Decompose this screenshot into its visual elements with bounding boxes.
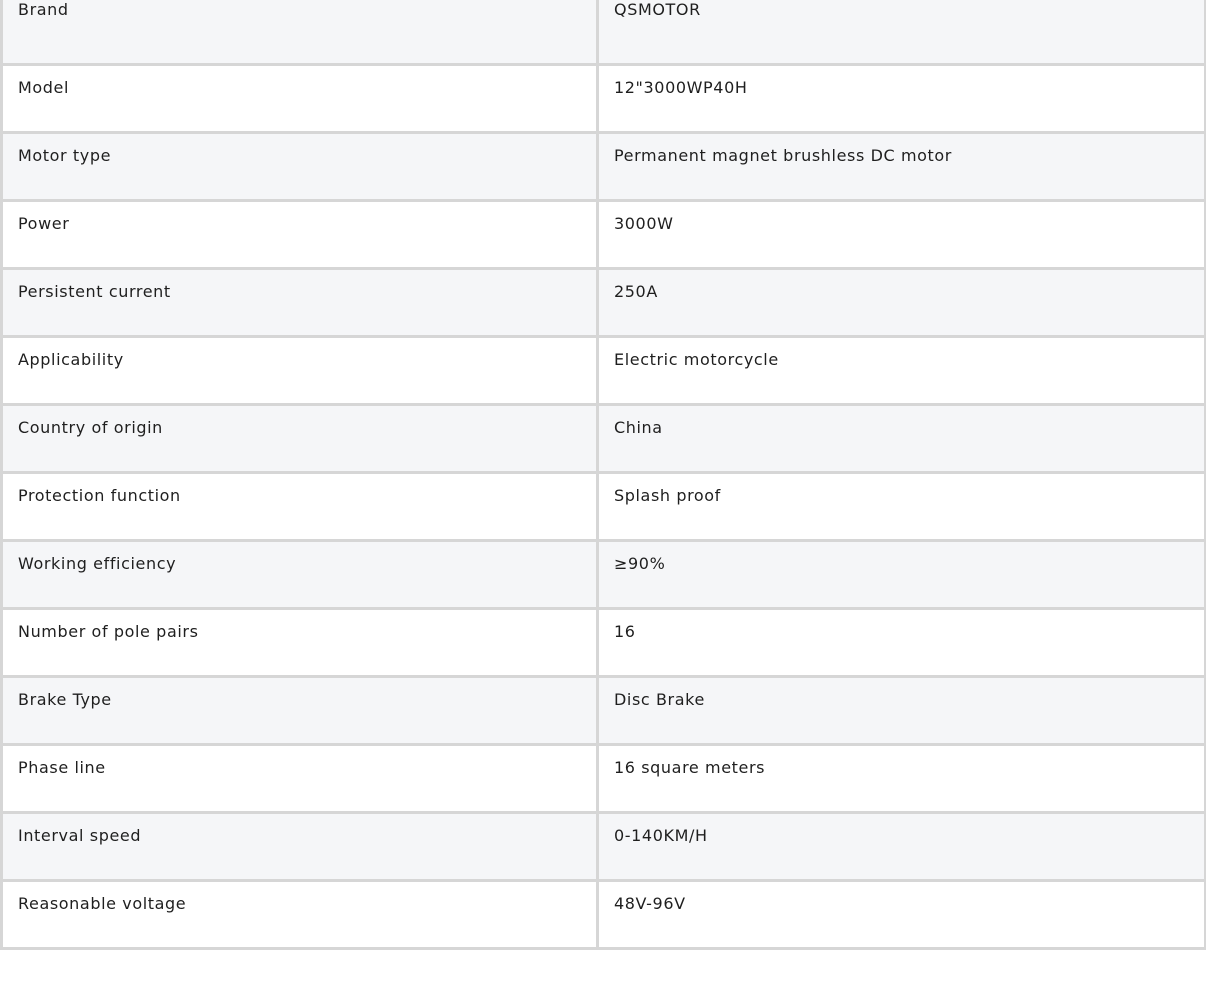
spec-label: Persistent current xyxy=(2,268,598,336)
spec-label: Number of pole pairs xyxy=(2,608,598,676)
spec-value: 48V-96V xyxy=(598,880,1206,948)
table-row xyxy=(2,812,1206,880)
table-row xyxy=(2,336,1206,404)
spec-label: Interval speed xyxy=(2,812,598,880)
spec-value: QSMOTOR xyxy=(598,0,1206,64)
spec-label: Phase line xyxy=(2,744,598,812)
spec-label: Applicability xyxy=(2,336,598,404)
spec-label: Working efficiency xyxy=(2,540,598,608)
table-row xyxy=(2,132,1206,200)
spec-value: Disc Brake xyxy=(598,676,1206,744)
spec-value: Splash proof xyxy=(598,472,1206,540)
spec-label: Model xyxy=(2,64,598,132)
table-row xyxy=(2,540,1206,608)
spec-value: ≥90% xyxy=(598,540,1206,608)
spec-label: Brand xyxy=(2,0,598,64)
spec-value: Electric motorcycle xyxy=(598,336,1206,404)
spec-value: 3000W xyxy=(598,200,1206,268)
table-row xyxy=(2,268,1206,336)
table-row xyxy=(2,404,1206,472)
spec-value: 12"3000WP40H xyxy=(598,64,1206,132)
spec-label: Brake Type xyxy=(2,676,598,744)
table-row xyxy=(2,744,1206,812)
table-row xyxy=(2,64,1206,132)
spec-label: Motor type xyxy=(2,132,598,200)
spec-label: Reasonable voltage xyxy=(2,880,598,948)
spec-value: Permanent magnet brushless DC motor xyxy=(598,132,1206,200)
table-row xyxy=(2,200,1206,268)
spec-value: 0-140KM/H xyxy=(598,812,1206,880)
spec-value: 16 square meters xyxy=(598,744,1206,812)
spec-value: China xyxy=(598,404,1206,472)
table-row xyxy=(2,0,1206,64)
spec-label: Country of origin xyxy=(2,404,598,472)
table-row xyxy=(2,608,1206,676)
spec-value: 16 xyxy=(598,608,1206,676)
spec-value: 250A xyxy=(598,268,1206,336)
table-row xyxy=(2,880,1206,948)
spec-label: Protection function xyxy=(2,472,598,540)
table-row xyxy=(2,676,1206,744)
table-row xyxy=(2,472,1206,540)
spec-label: Power xyxy=(2,200,598,268)
